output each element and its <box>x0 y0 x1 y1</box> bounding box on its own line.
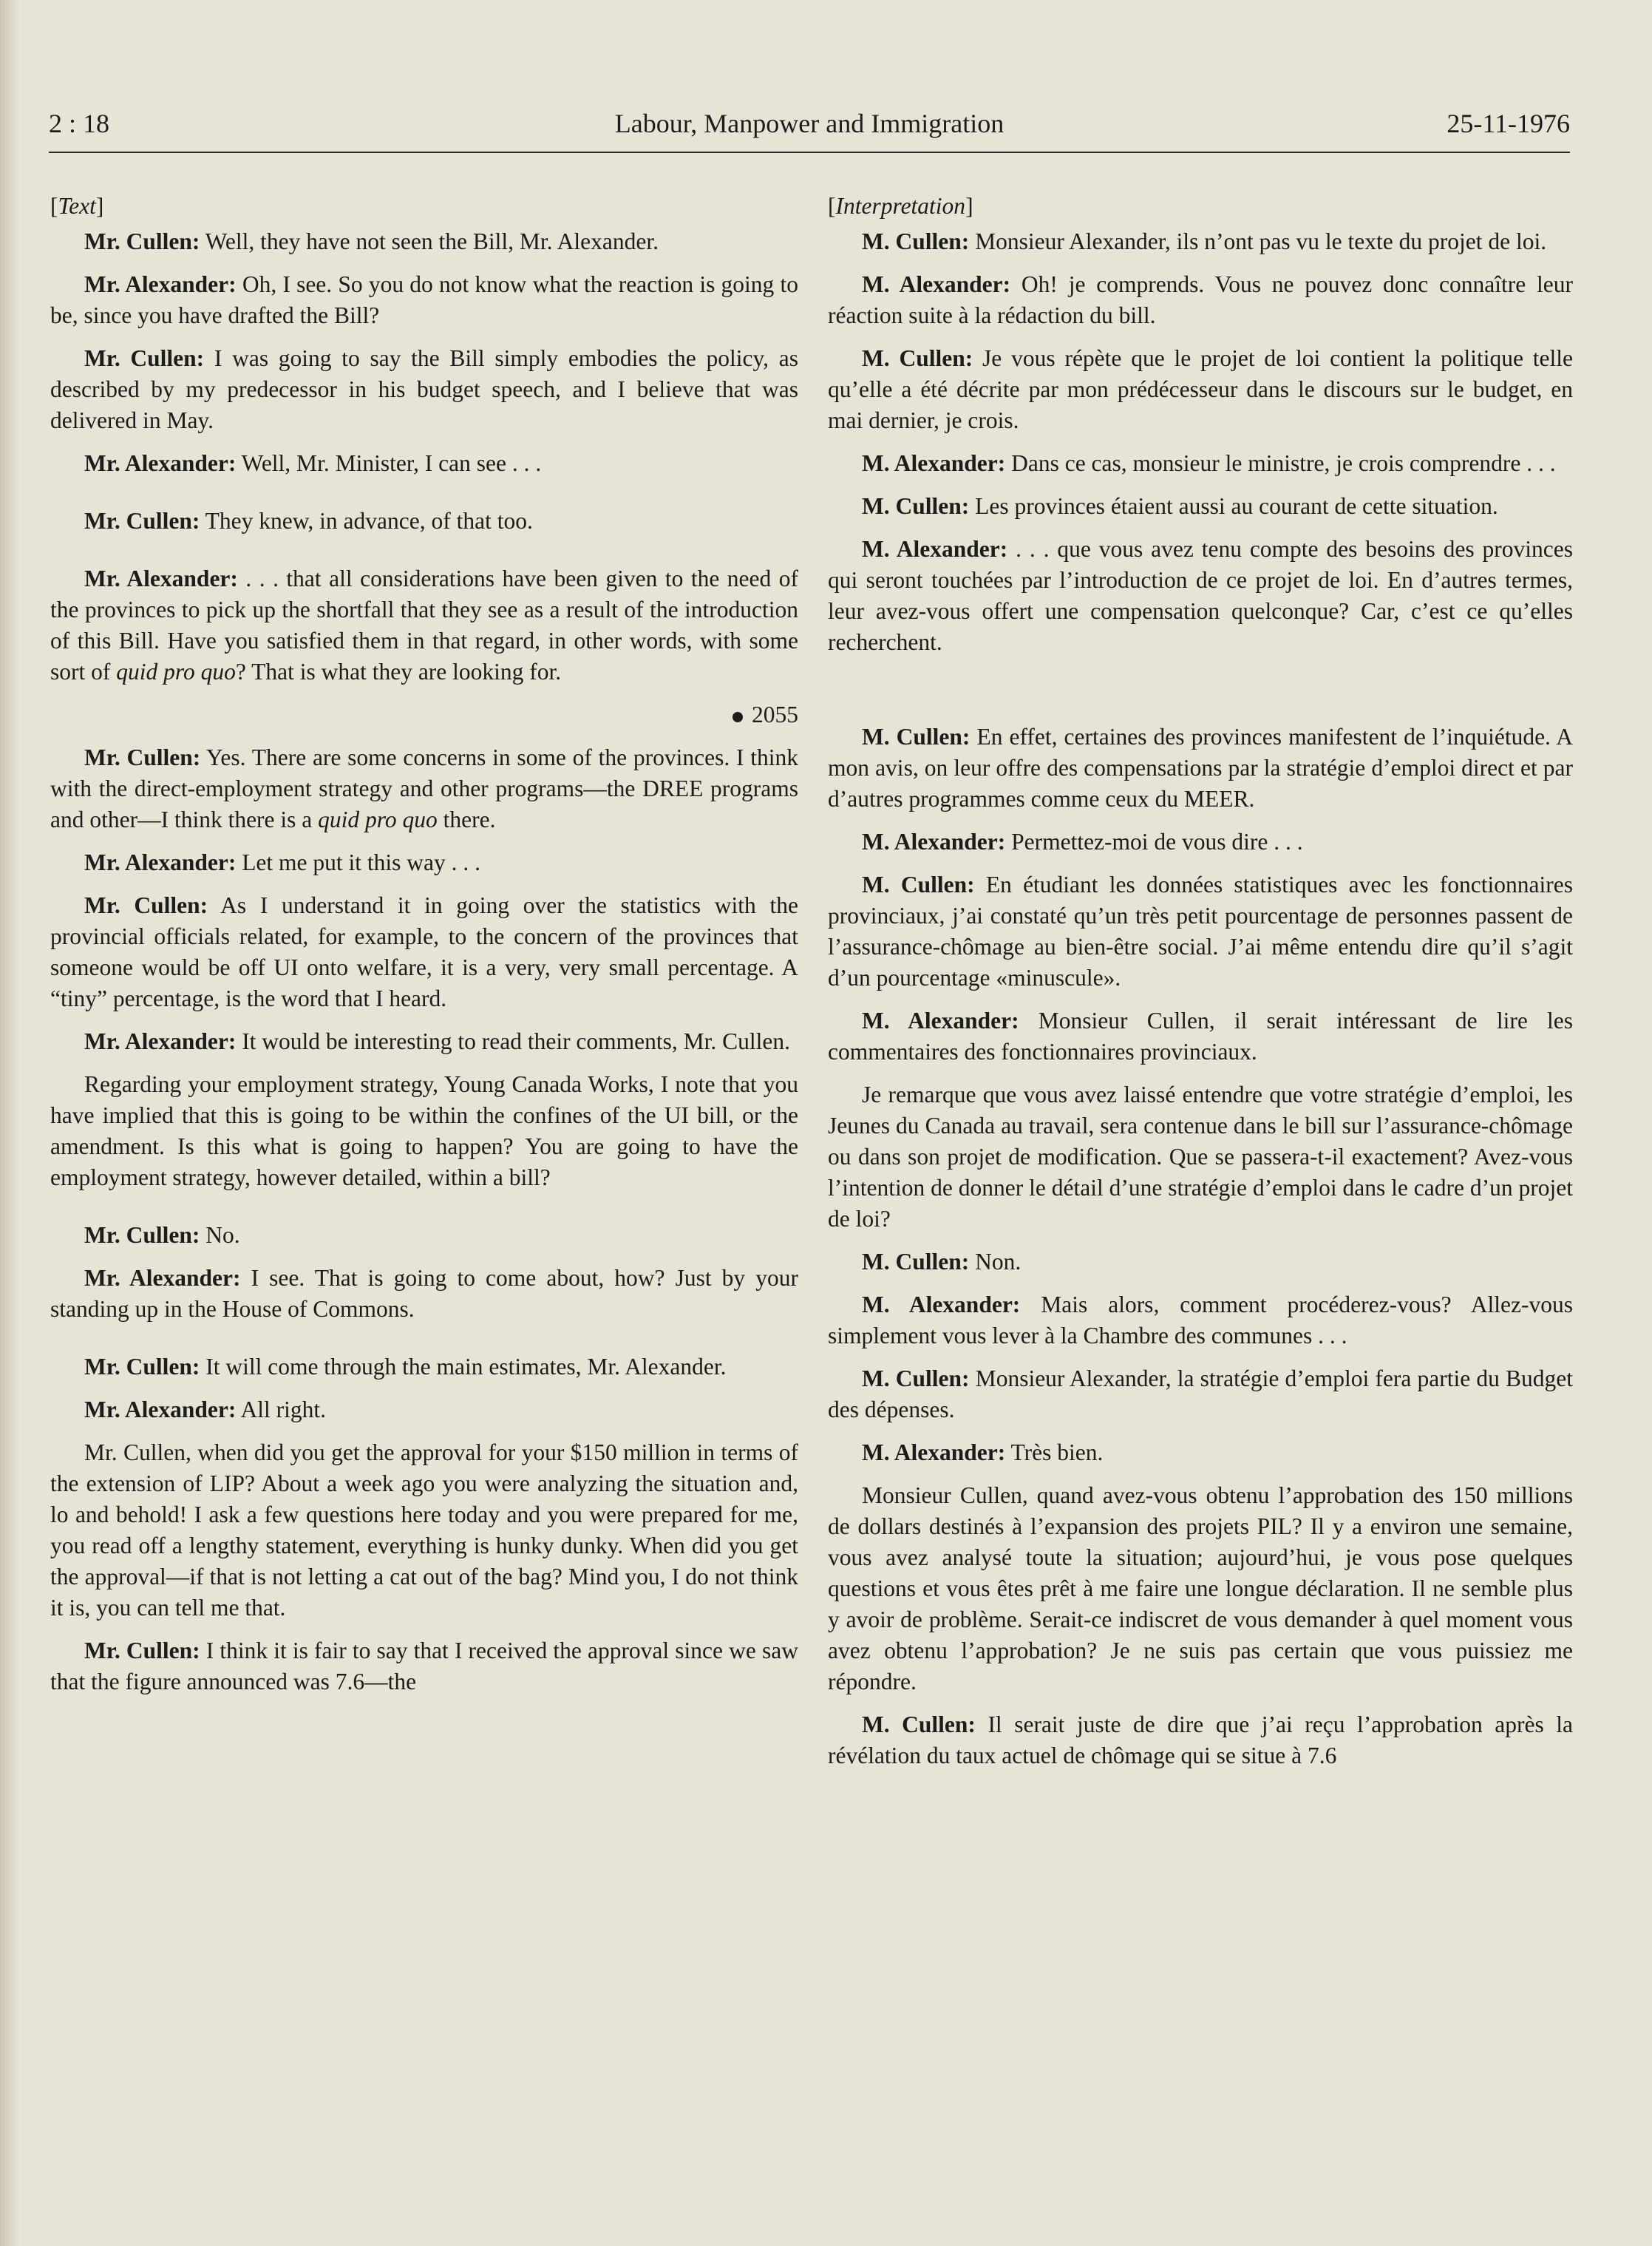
speaker-name: Mr. Cullen: <box>84 228 200 254</box>
french-column <box>828 191 1573 1783</box>
speech-paragraph: Mr. Cullen: It will come through the main estimates, Mr. Alexander. <box>84 1354 727 1380</box>
speaker-name: Mr. Alexander: <box>84 1265 241 1291</box>
speech-paragraph: Mr. Alexander: I see. That is going to come about, how? Just by your standing up in the House of Commons. <box>50 1265 798 1322</box>
bullet-icon <box>732 712 743 722</box>
speech-paragraph: Mr. Cullen: As I understand it in going over the statistics with the provincial officials related, for example, to the concern of the provinces that someone would be off UI onto welfare, it is a very, very small percentage. A “tiny” percentage, is the word that I heard. <box>50 892 798 1011</box>
header-date: 25-11-1976 <box>1447 109 1570 138</box>
speaker-name: M. Cullen: <box>862 1365 970 1391</box>
speech-paragraph: M. Cullen: Les provinces étaient aussi au courant de cette situation. <box>862 493 1498 519</box>
speech-paragraph: Mr. Cullen, when did you get the approval for your $150 million in terms of the extension of LIP? About a week ago you were analyzing the situation and, lo and behold! I ask a few questions here today and you were prepared for me, you read off a lengthy statement, everything is hunky dunky. When did you get the approval—if that is not letting a cat out of the bag? Mind you, I do not think it is, you can tell me that. <box>50 1439 798 1621</box>
speech-paragraph: M. Alexander: Dans ce cas, monsieur le ministre, je crois comprendre . . . <box>862 450 1556 476</box>
speaker-name: Mr. Cullen: <box>84 744 201 770</box>
section-label: [Interpretation] <box>828 193 973 219</box>
speech-paragraph: Mr. Cullen: Well, they have not seen the Bill, Mr. Alexander. <box>84 228 659 254</box>
speaker-name: Mr. Alexander: <box>84 1397 237 1422</box>
speech-paragraph: M. Cullen: En étudiant les données statistiques avec les fonctionnaires provinciaux, j’ai constaté qu’un très petit pourcentage de personnes passent de l’assurance-chômage au bien-être social. J’ai même entendu dire qu’il s’agit d’un pourcentage «minuscule». <box>828 872 1573 991</box>
speaker-name: M. Cullen: <box>862 493 970 519</box>
speech-paragraph: M. Alexander: Mais alors, comment procéderez-vous? Allez-vous simplement vous lever à la Chambre des communes . . . <box>828 1292 1573 1348</box>
speech-paragraph: Mr. Alexander: Well, Mr. Minister, I can see . . . <box>84 450 542 476</box>
speech-paragraph: M. Alexander: Permettez-moi de vous dire . . . <box>862 829 1303 855</box>
speaker-name: M. Alexander: <box>862 1439 1006 1465</box>
speaker-name: M. Cullen: <box>862 345 973 371</box>
speech-paragraph: M. Cullen: En effet, certaines des provinces manifestent de l’inquiétude. A mon avis, on leur offre des compensations par la stratégie d’emploi direct et par d’autres programmes comme ceux du MEER. <box>828 724 1573 812</box>
speaker-name: M. Alexander: <box>862 829 1006 855</box>
speech-paragraph: M. Alexander: Monsieur Cullen, il serait intéressant de lire les commentaires des fonctionnaires provinciaux. <box>828 1008 1574 1065</box>
speaker-name: Mr. Cullen: <box>84 345 205 371</box>
speech-paragraph: Mr. Cullen: They knew, in advance, of that too. <box>84 508 533 534</box>
speaker-name: M. Cullen: <box>862 872 975 898</box>
english-column <box>50 191 798 1709</box>
speaker-name: M. Cullen: <box>862 228 970 254</box>
speech-paragraph: M. Alexander: Très bien. <box>862 1439 1104 1465</box>
speech-paragraph: Mr. Cullen: I was going to say the Bill simply embodies the policy, as described by my predecessor in his budget speech, and I believe that was delivered in May. <box>50 345 798 433</box>
speech-paragraph: M. Cullen: Monsieur Alexander, ils n’ont pas vu le texte du projet de loi. <box>862 228 1547 254</box>
speech-paragraph: Mr. Alexander: All right. <box>84 1397 326 1422</box>
speech-paragraph: M. Cullen: Il serait juste de dire que j’ai reçu l’approbation après la révélation du taux actuel de chômage qui se situe à 7.6 <box>828 1711 1573 1768</box>
speech-paragraph: M. Cullen: Je vous répète que le projet de loi contient la politique telle qu’elle a été décrite par mon prédécesseur dans le discours sur le budget, en mai dernier, je crois. <box>828 345 1573 433</box>
speech-paragraph: Mr. Cullen: No. <box>84 1222 240 1248</box>
speaker-name: Mr. Cullen: <box>84 1222 200 1248</box>
speech-paragraph: Mr. Alexander: Let me put it this way . . . <box>84 849 481 875</box>
speaker-name: M. Alexander: <box>862 450 1006 476</box>
header-rule <box>49 152 1570 153</box>
speech-paragraph: Mr. Alexander: Oh, I see. So you do not know what the reaction is going to be, since you have drafted the Bill? <box>50 271 798 328</box>
speaker-name: M. Alexander: <box>862 1292 1021 1317</box>
speaker-name: Mr. Cullen: <box>84 508 200 534</box>
speech-paragraph: Mr. Cullen: Yes. There are some concerns in some of the provinces. I think with the direct-employment strategy and other programs—the DREE programs and other—I think there is a quid pro quo there. <box>50 744 798 832</box>
speaker-name: M. Cullen: <box>862 1711 976 1737</box>
speech-paragraph: Mr. Cullen: I think it is fair to say that I received the approval since we saw that the figure announced was 7.6—the <box>50 1638 798 1694</box>
speaker-name: M. Cullen: <box>862 1249 970 1275</box>
speech-paragraph: M. Alexander: . . . que vous avez tenu compte des besoins des provinces qui seront touchées par l’introduction de ce projet de loi. En d’autres termes, leur avez-vous offert une compensation quelconque? Car, c’est ce qu’elles recherchent. <box>828 536 1574 655</box>
running-header <box>49 108 1570 149</box>
speech-paragraph: Mr. Alexander: . . . that all considerations have been given to the need of the provinces to pick up the shortfall that they see as a result of the introduction of this Bill. Have you satisfied them in that regard, in other words, with some sort of quid pro quo? That is what they are looking for. <box>50 566 798 685</box>
header-page-number: 2 : 18 <box>49 109 110 138</box>
speaker-name: M. Alexander: <box>862 271 1011 297</box>
speaker-name: Mr. Alexander: <box>84 1028 237 1054</box>
speaker-name: M. Alexander: <box>862 1008 1019 1034</box>
speaker-name: Mr. Cullen: <box>84 892 208 918</box>
speech-paragraph: Je remarque que vous avez laissé entendre que votre stratégie d’emploi, les Jeunes du Canada au travail, sera contenue dans le bill sur l’assurance-chômage ou dans son projet de modification. Que se passera-t-il exactement? Avez-vous l’intention de donner le détail d’une stratégie d’emploi dans le cadre d’un projet de loi? <box>828 1082 1573 1232</box>
speech-paragraph: M. Alexander: Oh! je comprends. Vous ne pouvez donc connaître leur réaction suite à la rédaction du bill. <box>828 271 1573 328</box>
speaker-name: Mr. Cullen: <box>84 1638 200 1663</box>
speaker-name: Mr. Alexander: <box>84 566 238 591</box>
header-title: Labour, Manpower and Immigration <box>614 109 1005 138</box>
speaker-name: M. Alexander: <box>862 536 1008 562</box>
timestamp-marker: 2055 <box>50 699 798 730</box>
speech-paragraph: Monsieur Cullen, quand avez-vous obtenu l’approbation des 150 millions de dollars destinés à l’expansion des projets PIL? Il y a environ une semaine, vous avez analysé toute la situation; aujourd’hui, je vous pose quelques questions et vous êtes prêt à me faire une longue déclaration. Il ne semble plus y avoir de problème. Serait-ce indiscret de vous demander à quel moment vous avez obtenu l’approbation? Je ne suis pas certain que vous puissiez me répondre. <box>828 1482 1573 1694</box>
section-label: [Text] <box>50 193 104 219</box>
speech-paragraph: Mr. Alexander: It would be interesting to read their comments, Mr. Cullen. <box>84 1028 791 1054</box>
speech-paragraph: M. Cullen: Monsieur Alexander, la stratégie d’emploi fera partie du Budget des dépenses. <box>828 1365 1573 1422</box>
speaker-name: Mr. Cullen: <box>84 1354 200 1380</box>
speaker-name: Mr. Alexander: <box>84 271 237 297</box>
speaker-name: Mr. Alexander: <box>84 450 237 476</box>
speech-paragraph: M. Cullen: Non. <box>862 1249 1022 1275</box>
binding-shadow <box>0 0 19 2246</box>
speech-paragraph: Regarding your employment strategy, Young Canada Works, I note that you have implied that this is going to be within the confines of the UI bill, or the amendment. Is this what is going to happen? You are going to have the employment strategy, however detailed, within a bill? <box>50 1071 798 1190</box>
speaker-name: Mr. Alexander: <box>84 849 237 875</box>
speaker-name: M. Cullen: <box>862 724 971 750</box>
